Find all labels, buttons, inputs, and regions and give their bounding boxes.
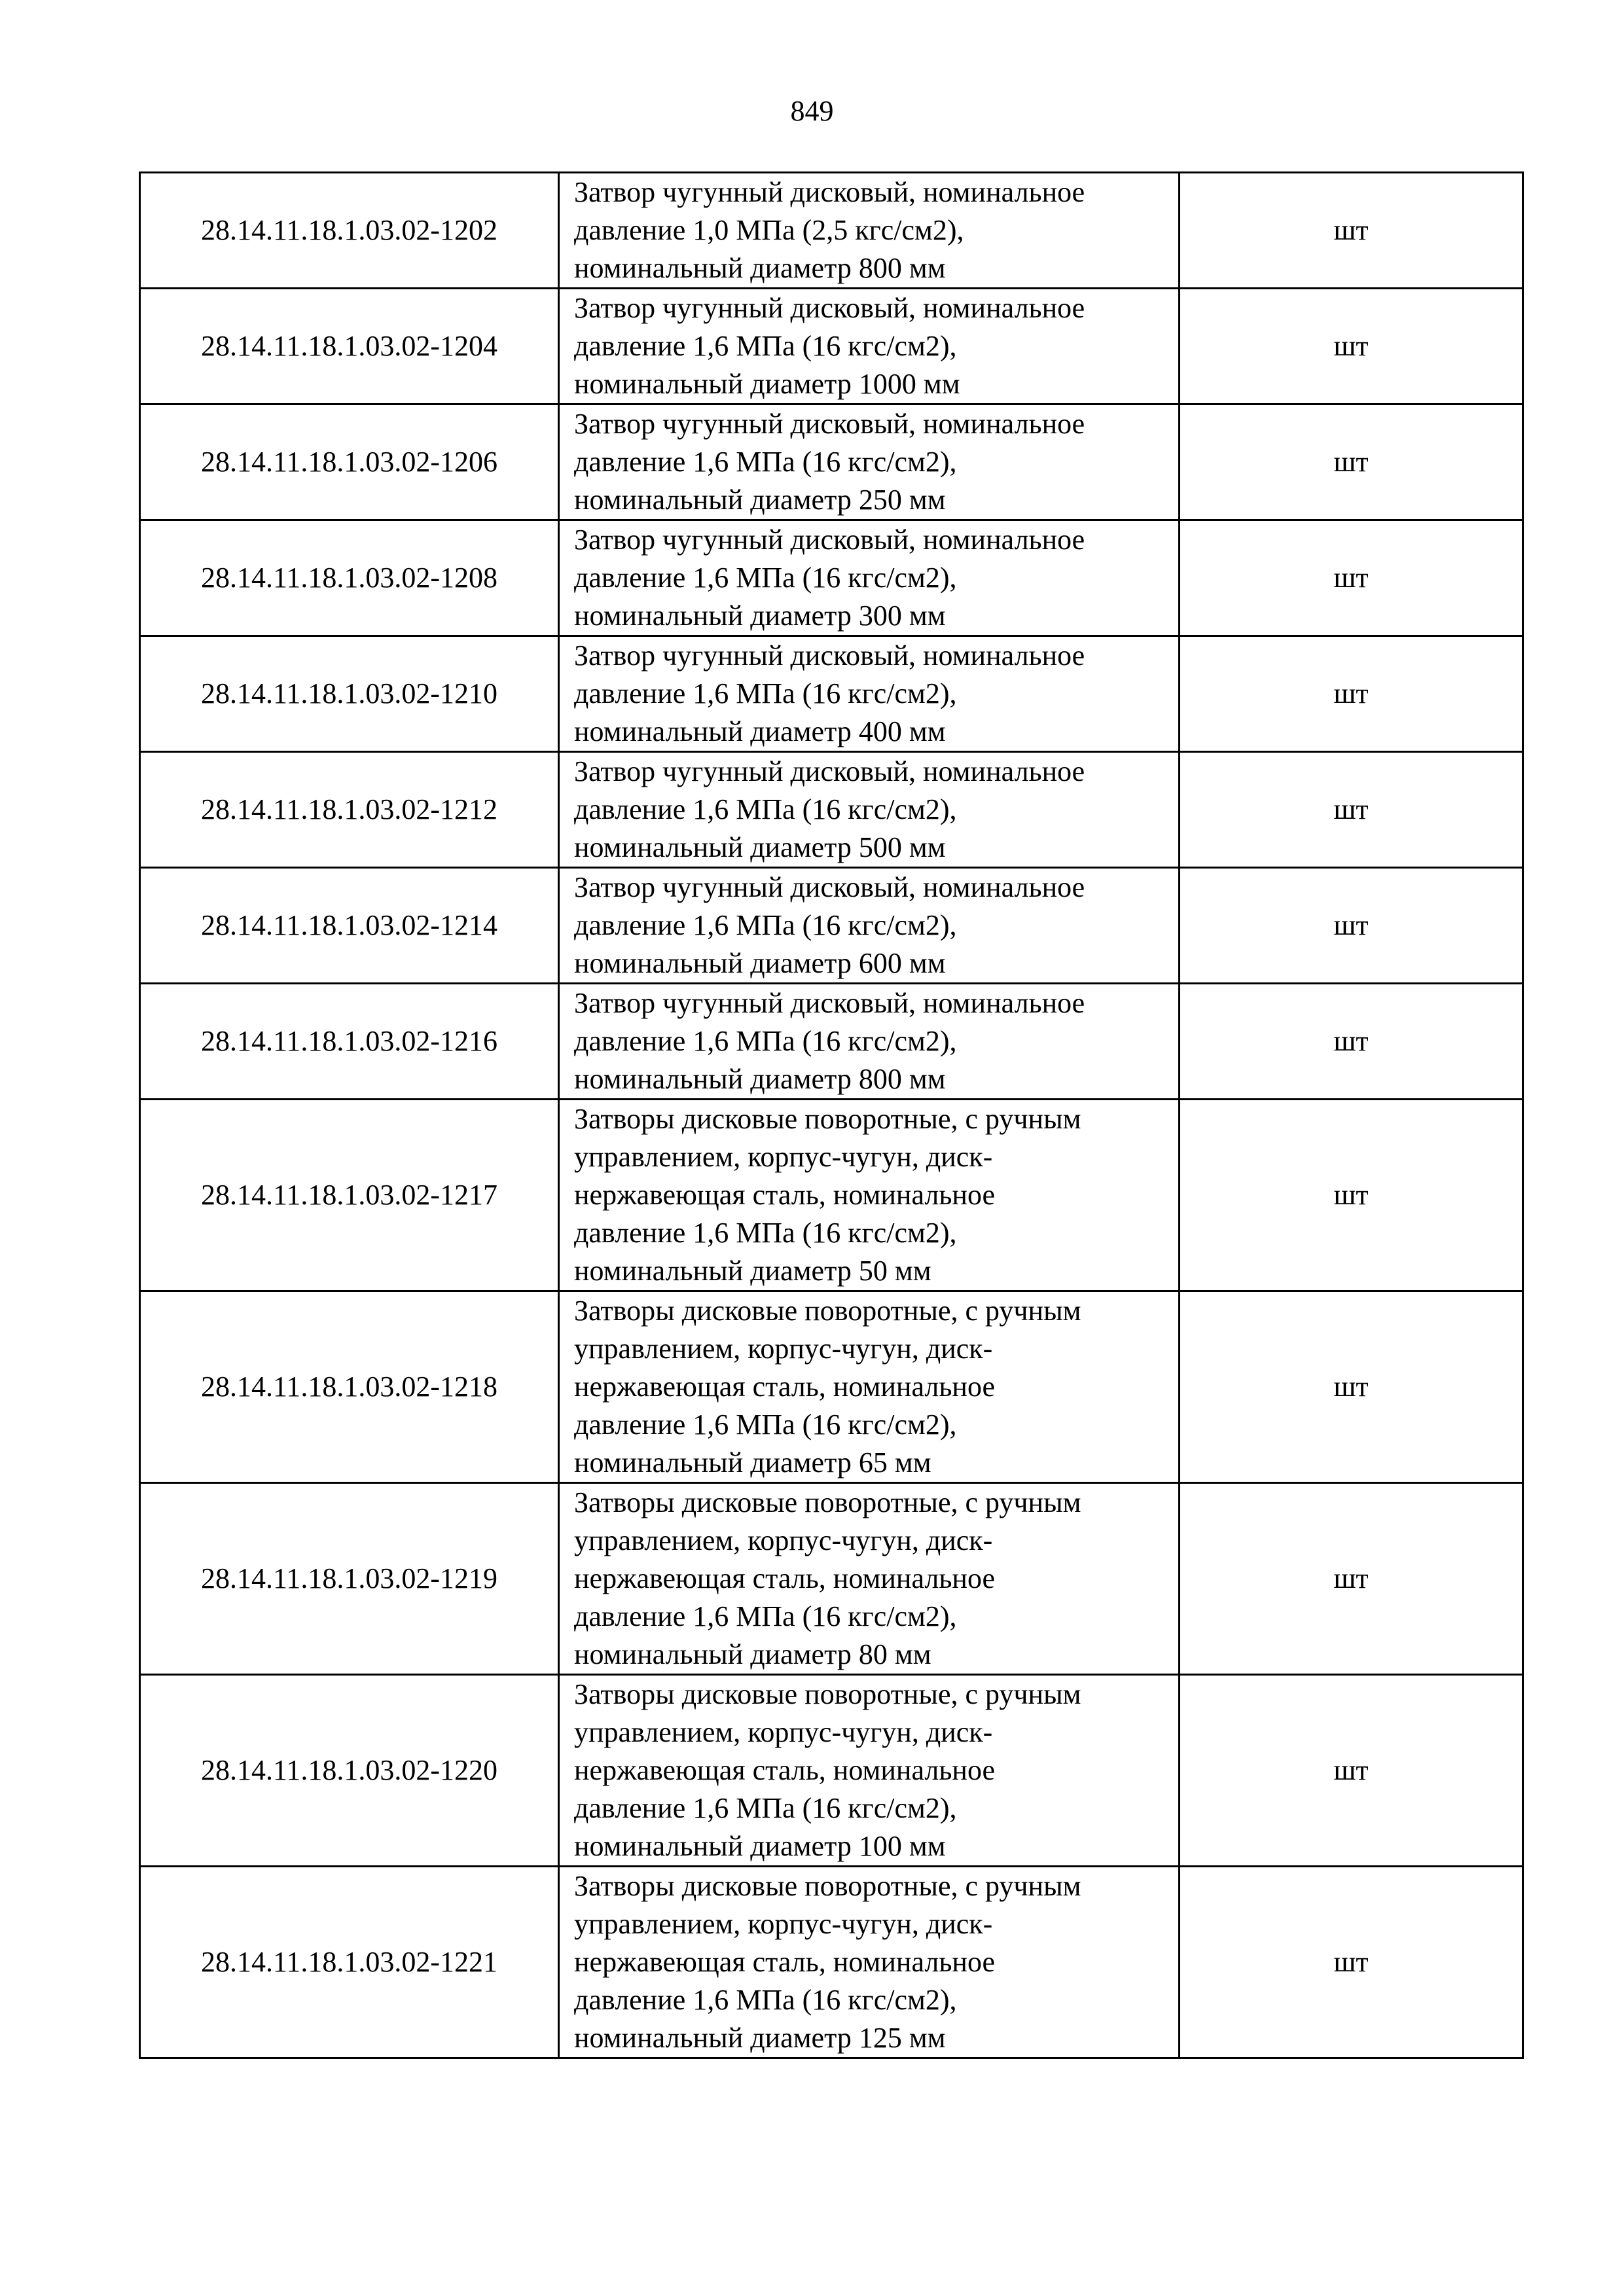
resource-description: Затворы дисковые поворотные, с ручным управлением, корпус-чугун, диск- нержавеющая сталь, номинальное давление 1,6 МПа (16 кгс/см2), номинальный диаметр 100 мм <box>559 1675 1180 1867</box>
resource-description: Затвор чугунный дисковый, номинальное давление 1,6 МПа (16 кгс/см2), номинальный диаметр 500 мм <box>559 752 1180 868</box>
unit-of-measure: шт <box>1180 1867 1523 2058</box>
table-row <box>140 1675 1523 1867</box>
unit-of-measure: шт <box>1180 1675 1523 1867</box>
table-row <box>140 1867 1523 2058</box>
unit-of-measure: шт <box>1180 636 1523 752</box>
unit-of-measure: шт <box>1180 289 1523 404</box>
table-row <box>140 520 1523 636</box>
table-row <box>140 1483 1523 1675</box>
table-row <box>140 404 1523 520</box>
resource-code: 28.14.11.18.1.03.02-1219 <box>140 1483 559 1675</box>
resource-code: 28.14.11.18.1.03.02-1210 <box>140 636 559 752</box>
resource-code: 28.14.11.18.1.03.02-1217 <box>140 1100 559 1291</box>
table-row <box>140 868 1523 984</box>
unit-of-measure: шт <box>1180 868 1523 984</box>
table-row <box>140 752 1523 868</box>
table-row <box>140 1291 1523 1483</box>
table-row <box>140 984 1523 1100</box>
resource-description: Затворы дисковые поворотные, с ручным управлением, корпус-чугун, диск- нержавеющая сталь, номинальное давление 1,6 МПа (16 кгс/см2), номинальный диаметр 50 мм <box>559 1100 1180 1291</box>
unit-of-measure: шт <box>1180 984 1523 1100</box>
resource-code: 28.14.11.18.1.03.02-1216 <box>140 984 559 1100</box>
resource-description: Затворы дисковые поворотные, с ручным управлением, корпус-чугун, диск- нержавеющая сталь, номинальное давление 1,6 МПа (16 кгс/см2), номинальный диаметр 65 мм <box>559 1291 1180 1483</box>
resource-description: Затворы дисковые поворотные, с ручным управлением, корпус-чугун, диск- нержавеющая сталь, номинальное давление 1,6 МПа (16 кгс/см2), номинальный диаметр 80 мм <box>559 1483 1180 1675</box>
resource-description: Затвор чугунный дисковый, номинальное давление 1,6 МПа (16 кгс/см2), номинальный диаметр 1000 мм <box>559 289 1180 404</box>
resource-description: Затвор чугунный дисковый, номинальное давление 1,6 МПа (16 кгс/см2), номинальный диаметр 400 мм <box>559 636 1180 752</box>
resource-code: 28.14.11.18.1.03.02-1206 <box>140 404 559 520</box>
table-row <box>140 636 1523 752</box>
unit-of-measure: шт <box>1180 404 1523 520</box>
resource-code: 28.14.11.18.1.03.02-1212 <box>140 752 559 868</box>
resource-code: 28.14.11.18.1.03.02-1220 <box>140 1675 559 1867</box>
unit-of-measure: шт <box>1180 1100 1523 1291</box>
table-row <box>140 1100 1523 1291</box>
table-row <box>140 173 1523 289</box>
resource-table <box>139 171 1524 2059</box>
resource-code: 28.14.11.18.1.03.02-1214 <box>140 868 559 984</box>
table-row <box>140 289 1523 404</box>
unit-of-measure: шт <box>1180 1291 1523 1483</box>
unit-of-measure: шт <box>1180 752 1523 868</box>
resource-description: Затворы дисковые поворотные, с ручным управлением, корпус-чугун, диск- нержавеющая сталь, номинальное давление 1,6 МПа (16 кгс/см2), номинальный диаметр 125 мм <box>559 1867 1180 2058</box>
resource-description: Затвор чугунный дисковый, номинальное давление 1,6 МПа (16 кгс/см2), номинальный диаметр 600 мм <box>559 868 1180 984</box>
resource-description: Затвор чугунный дисковый, номинальное давление 1,6 МПа (16 кгс/см2), номинальный диаметр 800 мм <box>559 984 1180 1100</box>
resource-code: 28.14.11.18.1.03.02-1218 <box>140 1291 559 1483</box>
unit-of-measure: шт <box>1180 520 1523 636</box>
resource-code: 28.14.11.18.1.03.02-1204 <box>140 289 559 404</box>
resource-description: Затвор чугунный дисковый, номинальное давление 1,6 МПа (16 кгс/см2), номинальный диаметр 300 мм <box>559 520 1180 636</box>
page-number: 849 <box>790 95 834 127</box>
unit-of-measure: шт <box>1180 1483 1523 1675</box>
resource-code: 28.14.11.18.1.03.02-1208 <box>140 520 559 636</box>
unit-of-measure: шт <box>1180 173 1523 289</box>
resource-description: Затвор чугунный дисковый, номинальное давление 1,6 МПа (16 кгс/см2), номинальный диаметр 250 мм <box>559 404 1180 520</box>
resource-description: Затвор чугунный дисковый, номинальное давление 1,0 МПа (2,5 кгс/см2), номинальный диаметр 800 мм <box>559 173 1180 289</box>
resource-code: 28.14.11.18.1.03.02-1202 <box>140 173 559 289</box>
resource-code: 28.14.11.18.1.03.02-1221 <box>140 1867 559 2058</box>
